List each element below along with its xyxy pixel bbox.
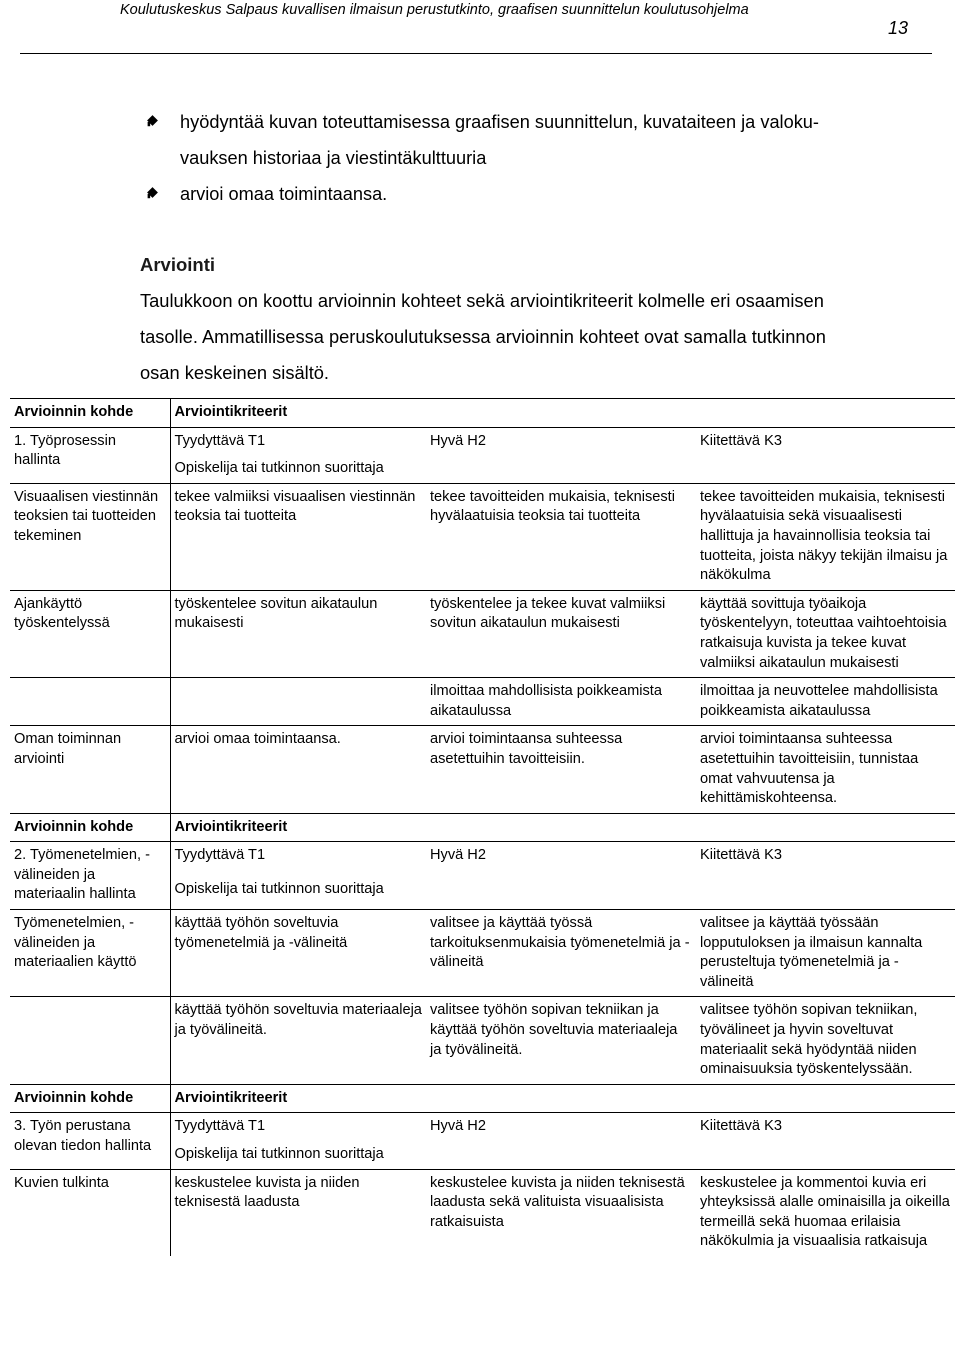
row-t1: arvioi omaa toimintaansa.	[170, 726, 426, 813]
row-h2: valitsee työhön sopivan tekniikan ja käyttää työhön soveltuvia materiaaleja ja työvälineitä.	[426, 997, 696, 1084]
table-row	[10, 590, 955, 677]
bullet-icon	[147, 115, 158, 126]
document-header-title: Koulutuskeskus Salpaus kuvallisen ilmaisun perustutkinto, graafisen suunnittelun koulutusohjelma	[120, 2, 749, 18]
row-kohde: Työmenetelmien, -välineiden ja materiaalien käyttö	[10, 910, 170, 997]
level-t1: Tyydyttävä T1	[170, 842, 426, 876]
subject-label: Opiskelija tai tutkinnon suorittaja	[170, 1141, 955, 1169]
paragraph-line: tasolle. Ammatillisessa peruskoulutuksessa arvioinnin kohteet ovat samalla tutkinnon	[140, 326, 826, 347]
header-rule	[20, 53, 932, 54]
table-row	[10, 483, 955, 590]
bullet-list	[146, 104, 926, 212]
page-number: 13	[887, 18, 908, 38]
level-t1: Tyydyttävä T1	[170, 427, 426, 455]
bullet-line: arvioi omaa toimintaansa.	[180, 184, 388, 204]
row-kohde	[10, 997, 170, 1084]
row-kohde: Ajankäyttö työskentelyssä	[10, 590, 170, 677]
bullet-icon	[147, 187, 158, 198]
row-t1: työskentelee sovitun aikataulun mukaisesti	[170, 590, 426, 677]
row-k3: valitsee työhön sopivan tekniikan, työvälineet ja hyvin soveltuvat materiaalit sekä hyödyntää niiden ominaisuuksia työskentelyssään.	[696, 997, 955, 1084]
row-t1	[170, 678, 426, 726]
level-row	[10, 427, 955, 455]
row-h2: ilmoittaa mahdollisista poikkeamista aikataulussa	[426, 678, 696, 726]
level-row	[10, 1113, 955, 1141]
level-t1: Tyydyttävä T1	[170, 1113, 426, 1141]
bullet-item	[146, 176, 926, 212]
section-paragraph	[140, 283, 940, 391]
paragraph-line: osan keskeinen sisältö.	[140, 362, 330, 383]
column-header-kohde: Arvioinnin kohde	[10, 1084, 170, 1113]
level-row	[10, 842, 955, 876]
table-row	[10, 678, 955, 726]
table-row	[10, 997, 955, 1084]
level-k3: Kiitettävä K3	[700, 432, 782, 449]
table-header-row	[10, 813, 955, 842]
section-title: 2. Työmenetelmien, -välineiden ja materiaalin hallinta	[14, 847, 151, 903]
bullet-line: hyödyntää kuvan toteuttamisessa graafisen suunnittelun, kuvataiteen ja valoku-	[180, 112, 819, 132]
level-h2: Hyvä H2	[430, 847, 486, 864]
row-t1: keskustelee kuvista ja niiden teknisestä laadusta	[170, 1169, 426, 1256]
row-kohde: Kuvien tulkinta	[10, 1169, 170, 1256]
row-h2: valitsee ja käyttää työssä tarkoituksenmukaisia työmenetelmiä ja -välineitä	[426, 910, 696, 997]
section-heading: Arviointi	[140, 254, 216, 275]
section-title: 3. Työn perustana olevan tiedon hallinta	[14, 1118, 152, 1154]
subject-label: Opiskelija tai tutkinnon suorittaja	[170, 455, 955, 483]
level-h2: Hyvä H2	[430, 1118, 486, 1135]
assessment-table	[10, 398, 955, 1256]
row-t1: käyttää työhön soveltuvia materiaaleja ja työvälineitä.	[170, 997, 426, 1084]
row-t1: tekee valmiiksi visuaalisen viestinnän teoksia tai tuotteita	[170, 483, 426, 590]
column-header-kohde: Arvioinnin kohde	[10, 813, 170, 842]
level-k3: Kiitettävä K3	[700, 847, 782, 864]
level-k3: Kiitettävä K3	[700, 1118, 782, 1135]
column-header-kriteerit: Arviointikriteerit	[170, 813, 955, 842]
table-header-row	[10, 1084, 955, 1113]
row-kohde: Visuaalisen viestinnän teoksien tai tuotteiden tekeminen	[10, 483, 170, 590]
row-h2: tekee tavoitteiden mukaisia, teknisesti hyvälaatuisia teoksia tai tuotteita	[426, 483, 696, 590]
row-k3: tekee tavoitteiden mukaisia, teknisesti hyvälaatuisia sekä visuaalisesti hallittuja ja havainnollisia teoksia tai tuotteita, joista näkyy tekijän ilmaisu ja näkökulma	[696, 483, 955, 590]
level-h2: Hyvä H2	[430, 432, 486, 449]
row-h2: keskustelee kuvista ja niiden teknisestä laadusta sekä valituista visuaalisista ratkaisuista	[426, 1169, 696, 1256]
section-title: 1. Työprosessin hallinta	[14, 432, 116, 469]
row-k3: keskustelee ja kommentoi kuvia eri yhteyksissä alalle ominaisilla ja oikeilla termeillä sekä huomaa erilaisia näkökulmia ja visuaalisia ratkaisuja	[696, 1169, 955, 1256]
row-kohde	[10, 678, 170, 726]
table-header-row	[10, 399, 955, 428]
row-k3: ilmoittaa ja neuvottelee mahdollisista poikkeamista aikataulussa	[696, 678, 955, 726]
row-kohde: Oman toiminnan arviointi	[10, 726, 170, 813]
table-row	[10, 910, 955, 997]
subject-label: Opiskelija tai tutkinnon suorittaja	[170, 876, 955, 910]
row-k3: valitsee ja käyttää työssään lopputuloksen ja ilmaisun kannalta perusteltuja työmenetelmiä ja -välineitä	[696, 910, 955, 997]
bullet-item	[146, 104, 926, 176]
column-header-kohde: Arvioinnin kohde	[10, 399, 170, 428]
row-h2: arvioi toimintaansa suhteessa asetettuihin tavoitteisiin.	[426, 726, 696, 813]
table-row	[10, 1169, 955, 1256]
bullet-line: vauksen historiaa ja viestintäkulttuuria	[180, 148, 487, 168]
column-header-kriteerit: Arviointikriteerit	[170, 1084, 955, 1113]
paragraph-line: Taulukkoon on koottu arvioinnin kohteet sekä arviointikriteerit kolmelle eri osaamisen	[140, 290, 824, 311]
row-k3: arvioi toimintaansa suhteessa asetettuihin tavoitteisiin, tunnistaa omat vahvuutensa ja kehittämiskohteensa.	[696, 726, 955, 813]
row-k3: käyttää sovittuja työaikoja työskentelyyn, toteuttaa vaihtoehtoisia ratkaisuja kuvista ja tekee kuvat valmiiksi aikataulun mukaisesti	[696, 590, 955, 677]
row-h2: työskentelee ja tekee kuvat valmiiksi sovitun aikataulun mukaisesti	[426, 590, 696, 677]
table-row	[10, 726, 955, 813]
column-header-kriteerit: Arviointikriteerit	[170, 399, 955, 428]
row-t1: käyttää työhön soveltuvia työmenetelmiä ja -välineitä	[170, 910, 426, 997]
